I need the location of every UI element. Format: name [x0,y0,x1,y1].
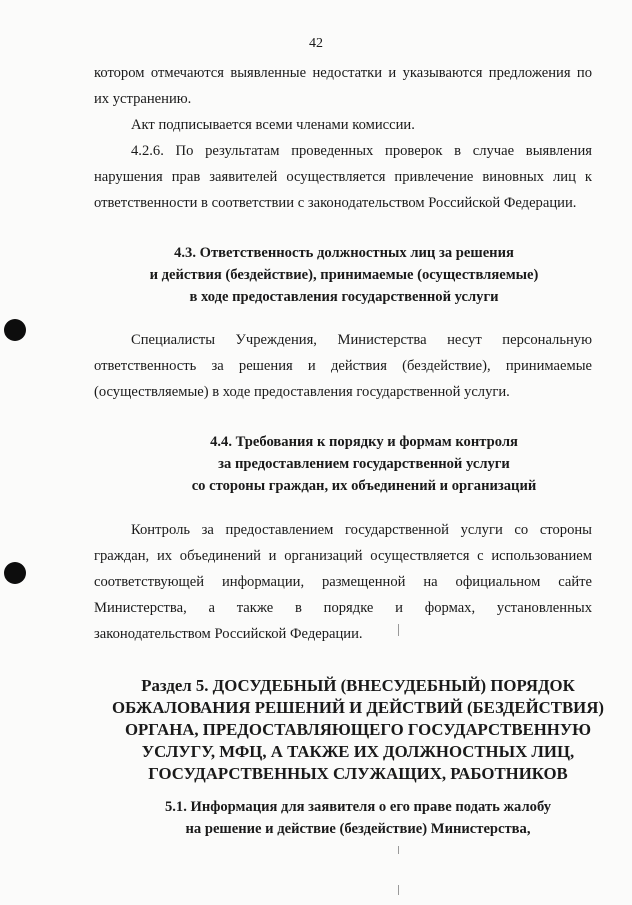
para4-line1: Специалисты Учреждения, Министерства несут персональную [131,332,592,348]
para3-line2: нарушения прав заявителей осуществляется привлечение виновных лиц к [94,169,592,185]
heading-4-3-line1: 4.3. Ответственность должностных лиц за решения [174,245,514,261]
scan-artifact [398,624,399,636]
heading-4-4-line3: со стороны граждан, их объединений и организаций [191,478,537,494]
heading-4-4-line2: за предоставлением государственной услуги [218,456,510,472]
heading-4-4-line1: 4.4. Требования к порядку и формам контроля [210,434,518,450]
punch-hole-1 [4,319,26,341]
para5-line3: соответствующей информации, размещенной на официальном сайте [94,574,592,590]
para5-line4: Министерства, а также в порядке и формах, установленных [94,600,592,616]
scan-artifact [398,885,399,895]
para4-line2: ответственность за решения и действия (бездействие), принимаемые [94,358,592,374]
heading-5-1-line2: на решение и действие (бездействие) Министерства, [185,821,531,837]
para1-line2: их устранению. [94,91,192,107]
heading-4-3-line3: в ходе предоставления государственной услуги [189,289,499,305]
page-number: 42 [309,36,323,51]
punch-hole-2 [4,562,26,584]
para5-line2: граждан, их объединений и организаций осуществляется с использованием [94,548,592,564]
section5-line2: ОБЖАЛОВАНИЯ РЕШЕНИЙ И ДЕЙСТВИЙ (БЕЗДЕЙСТВИЯ) [112,698,604,717]
para4-line3: (осуществляемые) в ходе предоставления государственной услуги. [94,384,510,400]
section5-line1: Раздел 5. ДОСУДЕБНЫЙ (ВНЕСУДЕБНЫЙ) ПОРЯДОК [141,676,575,695]
heading-5-1-line1: 5.1. Информация для заявителя о его праве подать жалобу [164,799,552,815]
heading-4-3-line2: и действия (бездействие), принимаемые (осуществляемые) [149,267,539,283]
para3-line3: ответственности в соответствии с законодательством Российской Федерации. [94,195,577,211]
scan-artifact [398,846,399,854]
section5-line3: ОРГАНА, ПРЕДОСТАВЛЯЮЩЕГО ГОСУДАРСТВЕННУЮ [124,720,592,739]
para2: Акт подписывается всеми членами комиссии. [131,117,415,133]
section5-line5: ГОСУДАРСТВЕННЫХ СЛУЖАЩИХ, РАБОТНИКОВ [148,764,568,783]
para5-line5: законодательством Российской Федерации. [94,626,363,642]
para5-line1: Контроль за предоставлением государственной услуги со стороны [131,522,592,538]
para1-line1: котором отмечаются выявленные недостатки и указываются предложения по [94,65,592,81]
para3-line1: 4.2.6. По результатам проведенных проверок в случае выявления [131,143,592,159]
section5-line4: УСЛУГУ, МФЦ, А ТАКЖЕ ИХ ДОЛЖНОСТНЫХ ЛИЦ, [141,742,575,761]
